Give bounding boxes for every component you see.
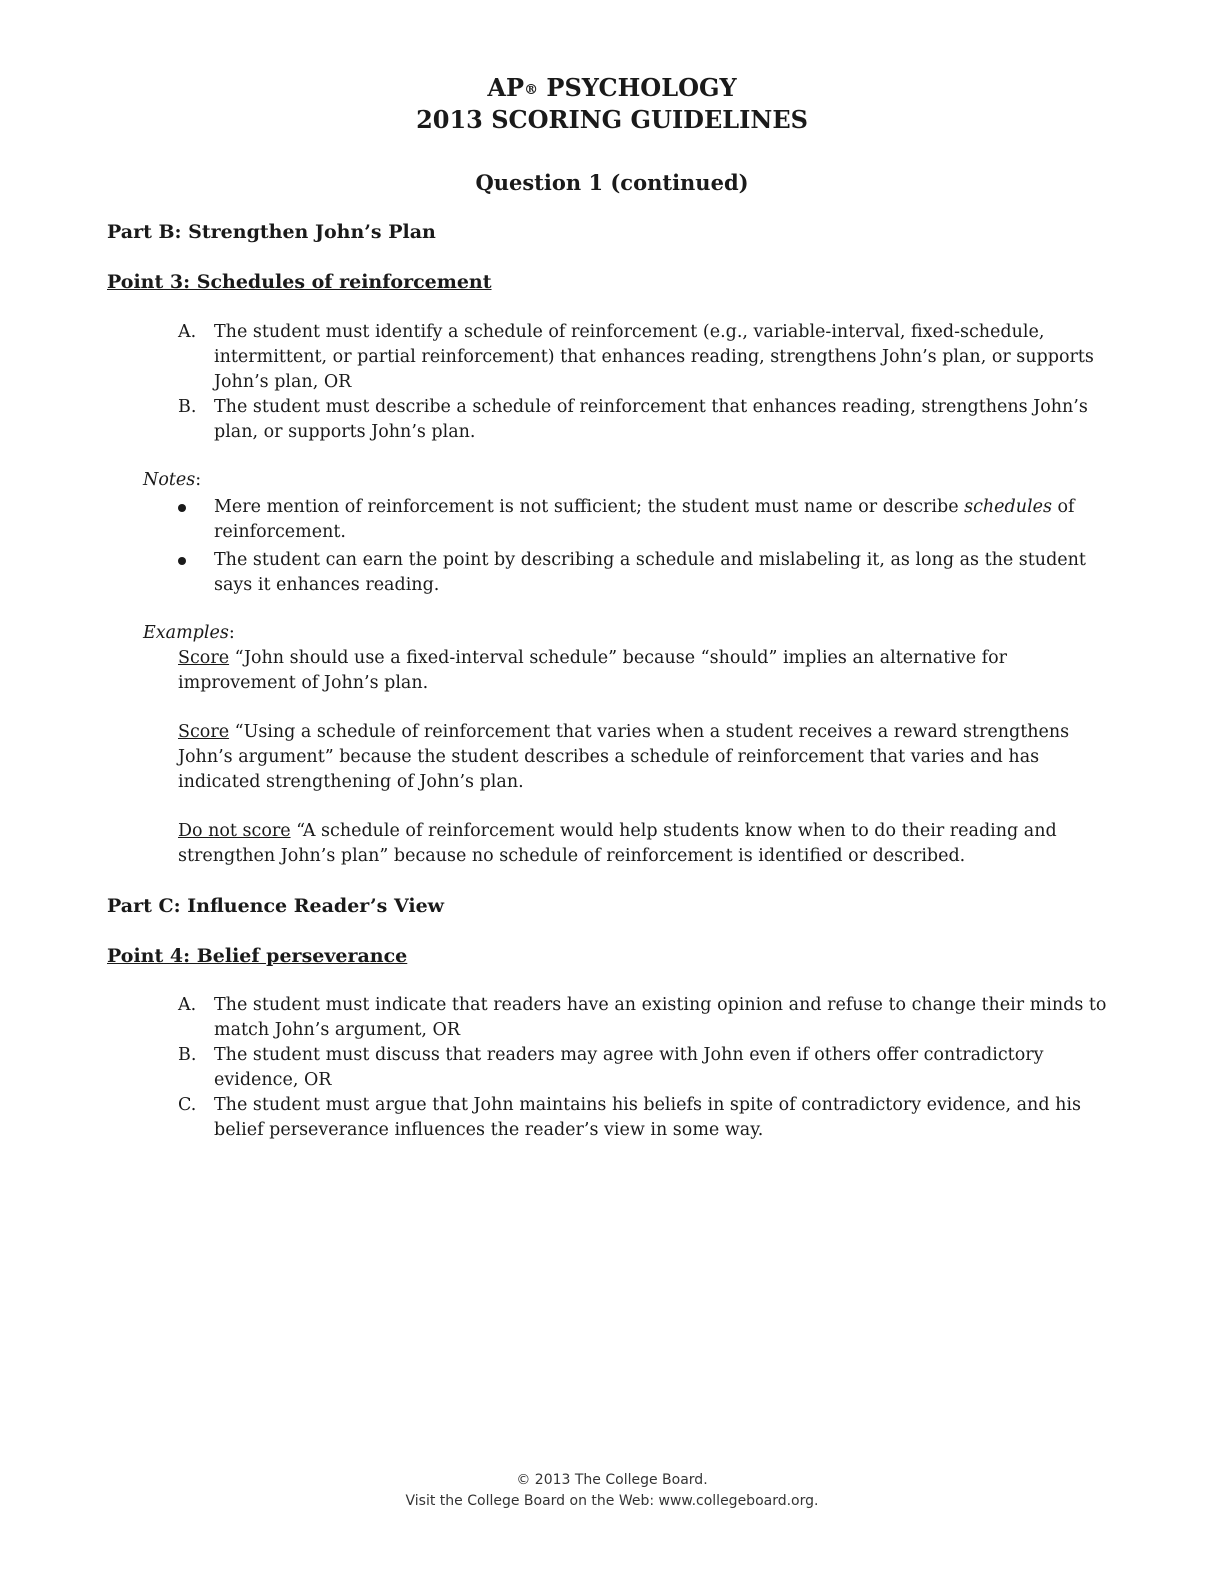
example-item <box>178 646 1113 696</box>
note-item <box>178 548 1108 598</box>
doc-subtitle: 2013 SCORING GUIDELINES <box>416 105 808 134</box>
point-4-heading: Point 4: Belief perseverance <box>107 945 408 967</box>
note-emphasis: schedules <box>964 497 1052 517</box>
examples-label-text: Examples <box>143 623 229 643</box>
bullet-icon <box>178 557 186 565</box>
note-text: Mere mention of reinforcement is not sufficient; the student must name or describe <box>214 497 965 517</box>
title-ap: AP <box>487 73 525 102</box>
example-tag: Do not score <box>178 821 291 841</box>
example-text: “A schedule of reinforcement would help students know when to do their reading and strengthen John’s plan” because no schedule of reinforcement is identified or described. <box>178 821 1057 866</box>
title-subject: PSYCHOLOGY <box>538 73 737 102</box>
part-b-heading: Part B: Strengthen John’s Plan <box>107 221 436 243</box>
example-item <box>178 819 1113 869</box>
note-item <box>178 495 1108 545</box>
example-tag: Score <box>178 648 230 668</box>
note-text: The student can earn the point by describing a schedule and mislabeling it, as long as the student says it enhances reading. <box>214 550 1086 595</box>
criterion-text: The student must indicate that readers have an existing opinion and refuse to change their minds to match John’s argument, OR <box>214 995 1107 1040</box>
notes-label: Notes: <box>143 470 202 490</box>
criterion-marker: A. <box>178 322 197 342</box>
example-text: “John should use a fixed-interval schedule” because “should” implies an alternative for improvement of John’s plan. <box>178 648 1008 693</box>
notes-label-text: Notes <box>143 470 196 490</box>
criterion-item <box>178 993 1108 1043</box>
criterion-item <box>178 320 1108 395</box>
part-c-heading: Part C: Influence Reader’s View <box>107 895 445 917</box>
doc-title <box>0 72 1224 104</box>
bullet-icon <box>178 504 186 512</box>
criterion-item <box>178 1093 1108 1143</box>
notes-list <box>178 495 1108 601</box>
footer-copyright: © 2013 The College Board. <box>516 1472 708 1488</box>
example-text: “Using a schedule of reinforcement that varies when a student receives a reward strengthens John’s argument” because the student describes a schedule of reinforcement that varies and has indicated strengthening of John’s plan. <box>178 722 1070 792</box>
question-title: Question 1 (continued) <box>475 170 749 195</box>
registered-mark: ® <box>524 82 539 98</box>
criterion-item <box>178 395 1108 445</box>
footer-visit: Visit the College Board on the Web: www.collegeboard.org. <box>405 1493 819 1509</box>
point-3-criteria <box>178 320 1108 445</box>
point-4-criteria <box>178 993 1108 1143</box>
criterion-text: The student must discuss that readers may agree with John even if others offer contradictory evidence, OR <box>214 1045 1044 1090</box>
criterion-text: The student must argue that John maintains his beliefs in spite of contradictory evidence, and his belief perseverance influences the reader’s view in some way. <box>214 1095 1081 1140</box>
criterion-item <box>178 1043 1108 1093</box>
criterion-marker: A. <box>178 995 197 1015</box>
note-text-end: of reinforcement. <box>214 497 1075 542</box>
examples-label: Examples: <box>143 623 235 643</box>
criterion-marker: B. <box>178 1045 197 1065</box>
criterion-marker: C. <box>178 1095 197 1115</box>
example-item <box>178 720 1113 795</box>
criterion-text: The student must identify a schedule of reinforcement (e.g., variable-interval, fixed-schedule, intermittent, or partial reinforcement) that enhances reading, strengthens John’s plan, or supports John’s plan, OR <box>214 322 1094 392</box>
example-tag: Score <box>178 722 230 742</box>
criterion-marker: B. <box>178 397 197 417</box>
criterion-text: The student must describe a schedule of reinforcement that enhances reading, strengthens John’s plan, or supports John’s plan. <box>214 397 1088 442</box>
point-3-heading: Point 3: Schedules of reinforcement <box>107 271 492 293</box>
